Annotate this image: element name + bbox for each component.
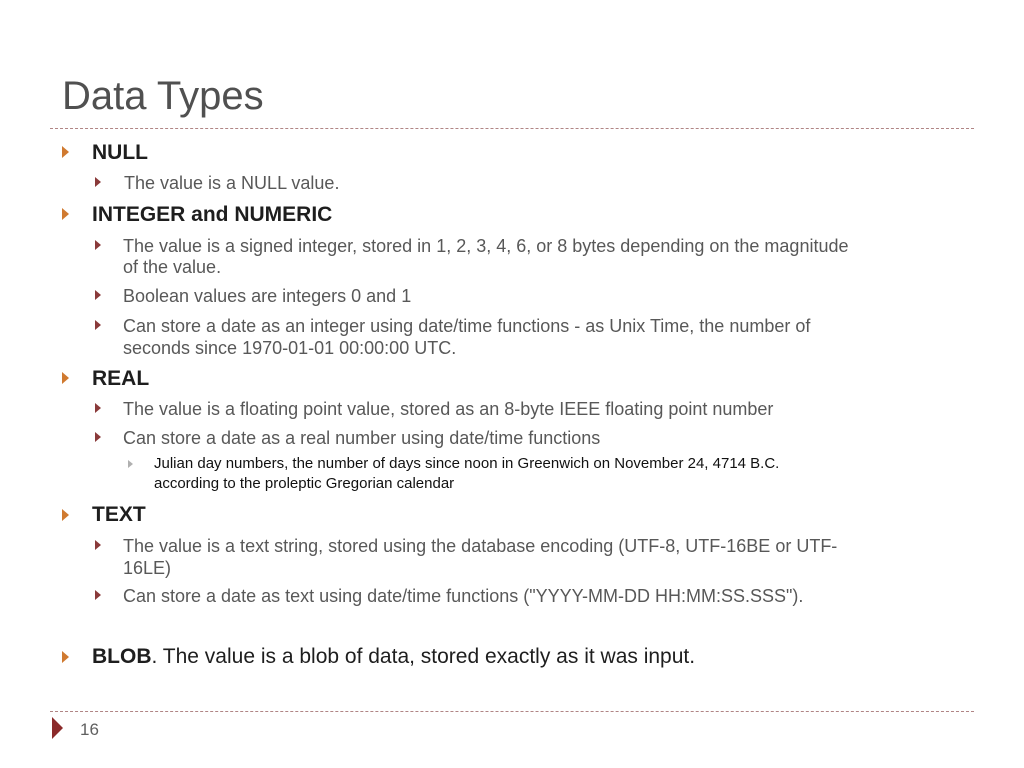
triangle-bullet-icon [95,432,101,442]
item-text-continued: of the value. [123,257,222,277]
item-text: TEXT [92,503,146,526]
triangle-bullet-icon [95,290,101,300]
triangle-bullet-icon [95,540,101,550]
item-text: The value is a floating point value, stored as an 8-byte IEEE floating point number [123,399,774,419]
triangle-bullet-icon [95,590,101,600]
triangle-bullet-icon [62,372,69,384]
item-text: The value is a NULL value. [124,173,340,193]
triangle-bullet-icon [95,403,101,413]
item-text [92,644,695,670]
item-text-continued: 16LE) [123,558,172,578]
bottom-divider [50,711,974,712]
triangle-bullet-icon [62,146,69,158]
blob-term: BLOB [92,645,152,668]
item-text: Julian day numbers, the number of days since noon in Greenwich on November 24, 4714 B.C. [154,455,780,472]
top-divider [50,128,974,129]
item-text: INTEGER and NUMERIC [92,203,333,226]
triangle-bullet-icon [62,509,69,521]
blob-description: . The value is a blob of data, stored exactly as it was input. [151,645,696,668]
item-text: Boolean values are integers 0 and 1 [123,286,412,306]
item-text: The value is a text string, stored using the database encoding (UTF-8, UTF-16BE or UTF- [123,536,838,556]
page-number: 16 [80,720,99,739]
triangle-bullet-icon [95,177,101,187]
item-text: Can store a date as a real number using date/time functions [123,428,601,448]
item-text-continued: seconds since 1970-01-01 00:00:00 UTC. [123,338,457,358]
triangle-bullet-icon [95,320,101,330]
item-text-continued: according to the proleptic Gregorian calendar [154,475,455,492]
item-text: The value is a signed integer, stored in 1, 2, 3, 4, 6, or 8 bytes depending on the magnitude [123,236,849,256]
triangle-bullet-icon [62,208,69,220]
item-text: Can store a date as text using date/time functions ("YYYY-MM-DD HH:MM:SS.SSS"). [123,586,804,606]
slide-title: Data Types [62,74,264,118]
triangle-bullet-icon [128,460,133,468]
triangle-bullet-icon [95,240,101,250]
triangle-bullet-icon [62,651,69,663]
item-text: NULL [92,141,148,164]
item-text: Can store a date as an integer using date/time functions - as Unix Time, the number of [123,316,811,336]
item-text: REAL [92,367,150,390]
footer-triangle-icon [52,717,63,739]
